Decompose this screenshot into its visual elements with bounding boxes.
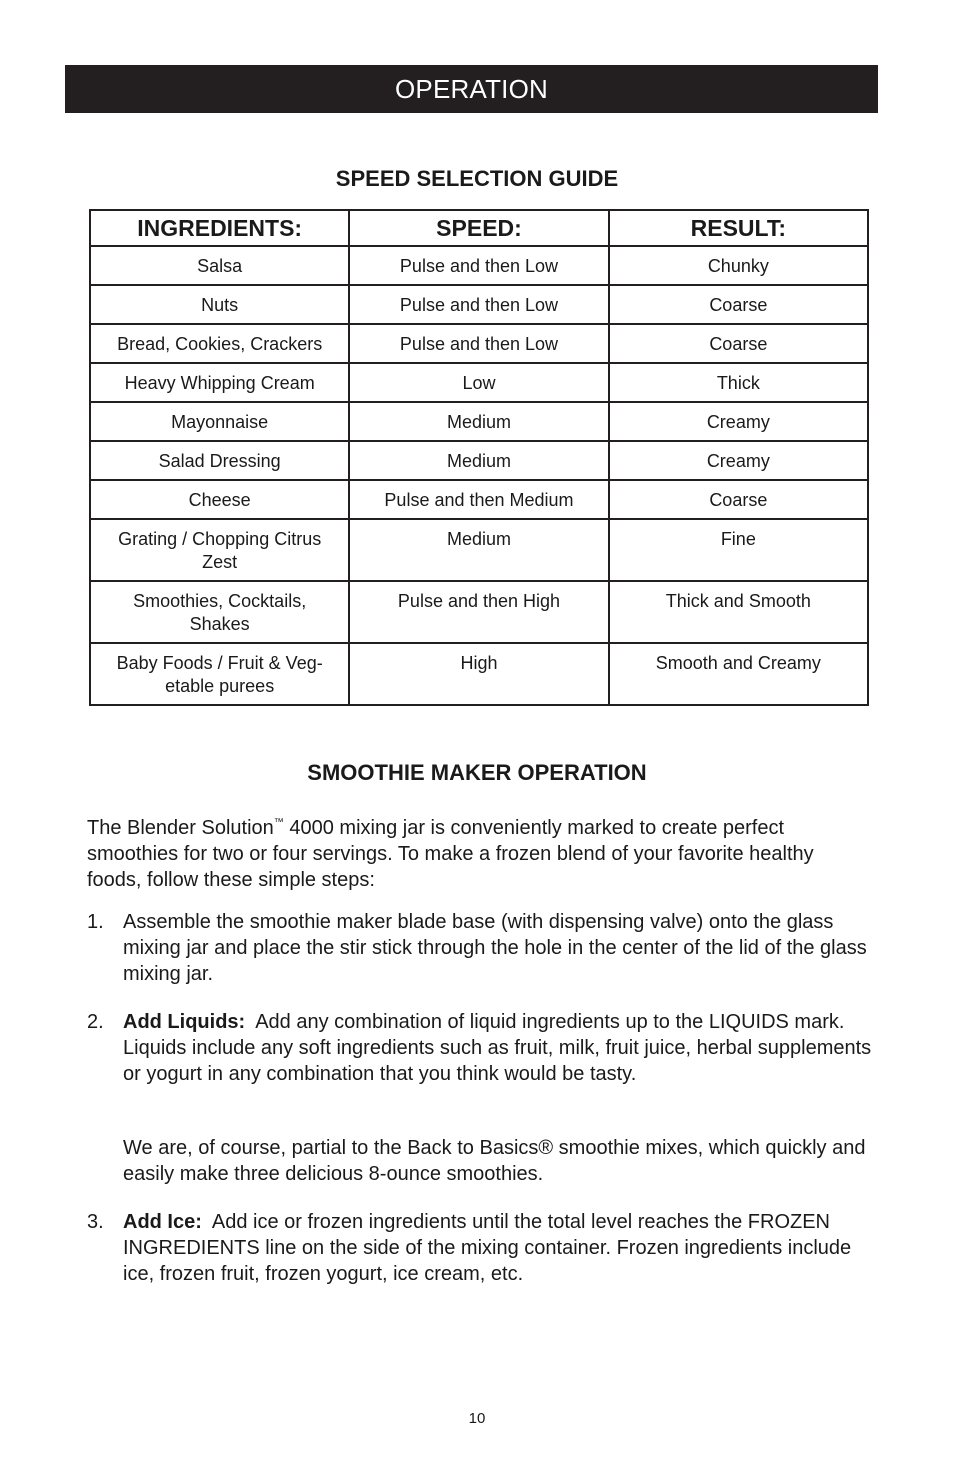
step-item-1	[87, 909, 872, 987]
step-text: Add ice or frozen ingredients until the total level reaches the FROZEN INGREDIENTS line on the side of the mixing container. Frozen ingredients include ice, frozen fruit, frozen yogurt, ice cream, etc.	[123, 1211, 857, 1285]
section-header	[65, 65, 878, 113]
ingredient-cell: Salsa	[90, 246, 349, 285]
table-header-row	[90, 210, 868, 246]
table-row	[90, 519, 868, 581]
speed-cell: Pulse and then Low	[349, 324, 608, 363]
smoothie-section-title: SMOOTHIE MAKER OPERATION	[307, 760, 647, 785]
ingredient-cell: Smoothies, Cocktails, Shakes	[90, 581, 349, 643]
column-header-ingredients: INGREDIENTS:	[90, 210, 349, 246]
ingredient-cell: Bread, Cookies, Crackers	[90, 324, 349, 363]
column-header-speed: SPEED:	[349, 210, 608, 246]
step-body	[123, 1009, 877, 1087]
result-cell: Thick and Smooth	[609, 581, 868, 643]
speed-guide-title: SPEED SELECTION GUIDE	[335, 166, 619, 191]
result-cell: Coarse	[609, 285, 868, 324]
result-cell: Coarse	[609, 480, 868, 519]
speed-cell: High	[349, 643, 608, 705]
result-cell: Coarse	[609, 324, 868, 363]
speed-cell: Pulse and then Low	[349, 285, 608, 324]
speed-cell: Medium	[349, 441, 608, 480]
trademark-symbol: ™	[273, 817, 284, 828]
table-row	[90, 441, 868, 480]
ingredient-cell: Grating / Chopping Citrus Zest	[90, 519, 349, 581]
step-item-3	[87, 1209, 872, 1287]
step-item-2	[87, 1009, 877, 1087]
table-row	[90, 246, 868, 285]
ingredient-cell: Salad Dressing	[90, 441, 349, 480]
table-row	[90, 643, 868, 705]
smoothie-intro-paragraph	[87, 810, 872, 893]
step-number: 2.	[87, 1011, 104, 1033]
ingredient-cell: Nuts	[90, 285, 349, 324]
column-header-result: RESULT:	[609, 210, 868, 246]
step-text: Add any combination of liquid ingredients up to the LIQUIDS mark. Liquids include any soft ingredients such as fruit, milk, fruit juice, herbal supplements or yogurt in any combination that you think would be tasty.	[123, 1011, 877, 1085]
result-cell: Smooth and Creamy	[609, 643, 868, 705]
step-lead: Add Ice:	[123, 1211, 202, 1233]
intro-text-rest: 4000 mixing jar is conveniently marked to create perfect smoothies for two or four servings. To make a frozen blend of your favorite healthy foods, follow these simple steps:	[87, 817, 814, 891]
step-text: Assemble the smoothie maker blade base (with dispensing valve) onto the glass mixing jar and place the stir stick through the hole in the center of the lid of the glass mixing jar.	[123, 911, 867, 985]
speed-cell: Medium	[349, 402, 608, 441]
table-row	[90, 402, 868, 441]
speed-cell: Low	[349, 363, 608, 402]
table-row	[90, 581, 868, 643]
page-number: 10	[468, 1410, 486, 1427]
ingredient-cell: Cheese	[90, 480, 349, 519]
step-lead: Add Liquids:	[123, 1011, 246, 1033]
speed-selection-table	[89, 209, 869, 706]
ingredient-cell: Heavy Whipping Cream	[90, 363, 349, 402]
intro-text-start: The Blender Solution	[87, 817, 274, 839]
table-row	[90, 480, 868, 519]
step-number: 1.	[87, 911, 104, 933]
step-number: 3.	[87, 1211, 104, 1233]
speed-cell: Pulse and then Medium	[349, 480, 608, 519]
step-2-note: We are, of course, partial to the Back to Basics® smoothie mixes, which quickly and easily make three delicious 8-ounce smoothies.	[123, 1137, 866, 1185]
table-row	[90, 324, 868, 363]
result-cell: Creamy	[609, 441, 868, 480]
result-cell: Creamy	[609, 402, 868, 441]
result-cell: Thick	[609, 363, 868, 402]
step-body	[123, 1209, 872, 1287]
section-header-title: OPERATION	[394, 73, 548, 104]
speed-cell: Medium	[349, 519, 608, 581]
table-row	[90, 363, 868, 402]
result-cell: Chunky	[609, 246, 868, 285]
ingredient-cell: Baby Foods / Fruit & Veg-etable purees	[90, 643, 349, 705]
table-row	[90, 285, 868, 324]
speed-cell: Pulse and then High	[349, 581, 608, 643]
result-cell: Fine	[609, 519, 868, 581]
speed-cell: Pulse and then Low	[349, 246, 608, 285]
ingredient-cell: Mayonnaise	[90, 402, 349, 441]
